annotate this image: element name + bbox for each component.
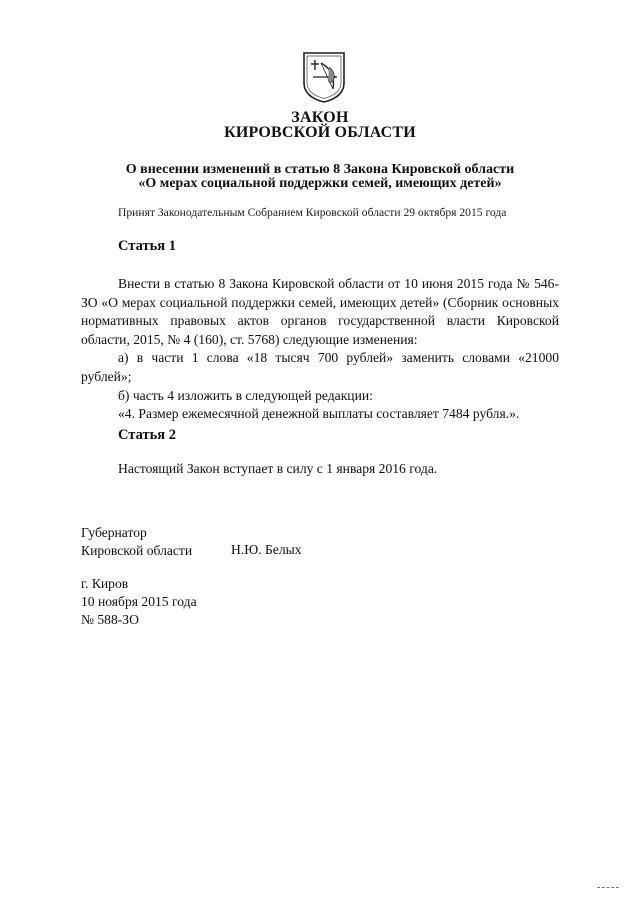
signatory-region: Кировской области — [81, 543, 193, 558]
adoption-note: Принят Законодательным Собранием Кировской области 29 октября 2015 года — [118, 206, 507, 219]
signing-date: 10 ноября 2015 года — [81, 594, 197, 609]
law-title: ЗАКОН — [291, 109, 349, 126]
article-2-title: Статья 2 — [118, 427, 176, 443]
law-number: № 588-ЗО — [81, 612, 139, 627]
signing-place: г. Киров — [81, 576, 129, 591]
article-1-quote: «4. Размер ежемесячной денежной выплаты составляет 7484 рубля.». — [118, 406, 520, 422]
article-1-item-b: б) часть 4 изложить в следующей редакции: — [118, 387, 373, 403]
law-subject-line1: О внесении изменений в статью 8 Закона Кировской области — [125, 162, 515, 177]
article-1-intro: Внести в статью 8 Закона Кировской области от 10 июня 2015 года № 546-ЗО «О мерах социальной поддержки семей, имеющих детей» (Сборник основных нормативных правовых актов органов государственной власти Кировской области, 2015, № 4 (160), ст. 5768) следующие изменения: — [81, 276, 559, 347]
article-1-item-a: а) в части 1 слова «18 тысяч 700 рублей» заменить словами «21000 рублей»; — [81, 350, 559, 384]
region-title: КИРОВСКОЙ ОБЛАСТИ — [224, 124, 416, 141]
article-1-body — [81, 275, 559, 424]
law-subject-line2: «О мерах социальной поддержки семей, имеющих детей» — [138, 176, 502, 191]
article-1-title: Статья 1 — [118, 238, 176, 254]
signatory-position: Губернатор — [81, 525, 147, 540]
article-2-body — [81, 460, 559, 479]
scan-mark — [597, 887, 619, 890]
article-2-text: Настоящий Закон вступает в силу с 1 января 2016 года. — [118, 461, 438, 476]
signatory-name: Н.Ю. Белых — [231, 542, 302, 557]
kirov-coat-of-arms-icon — [301, 51, 347, 103]
